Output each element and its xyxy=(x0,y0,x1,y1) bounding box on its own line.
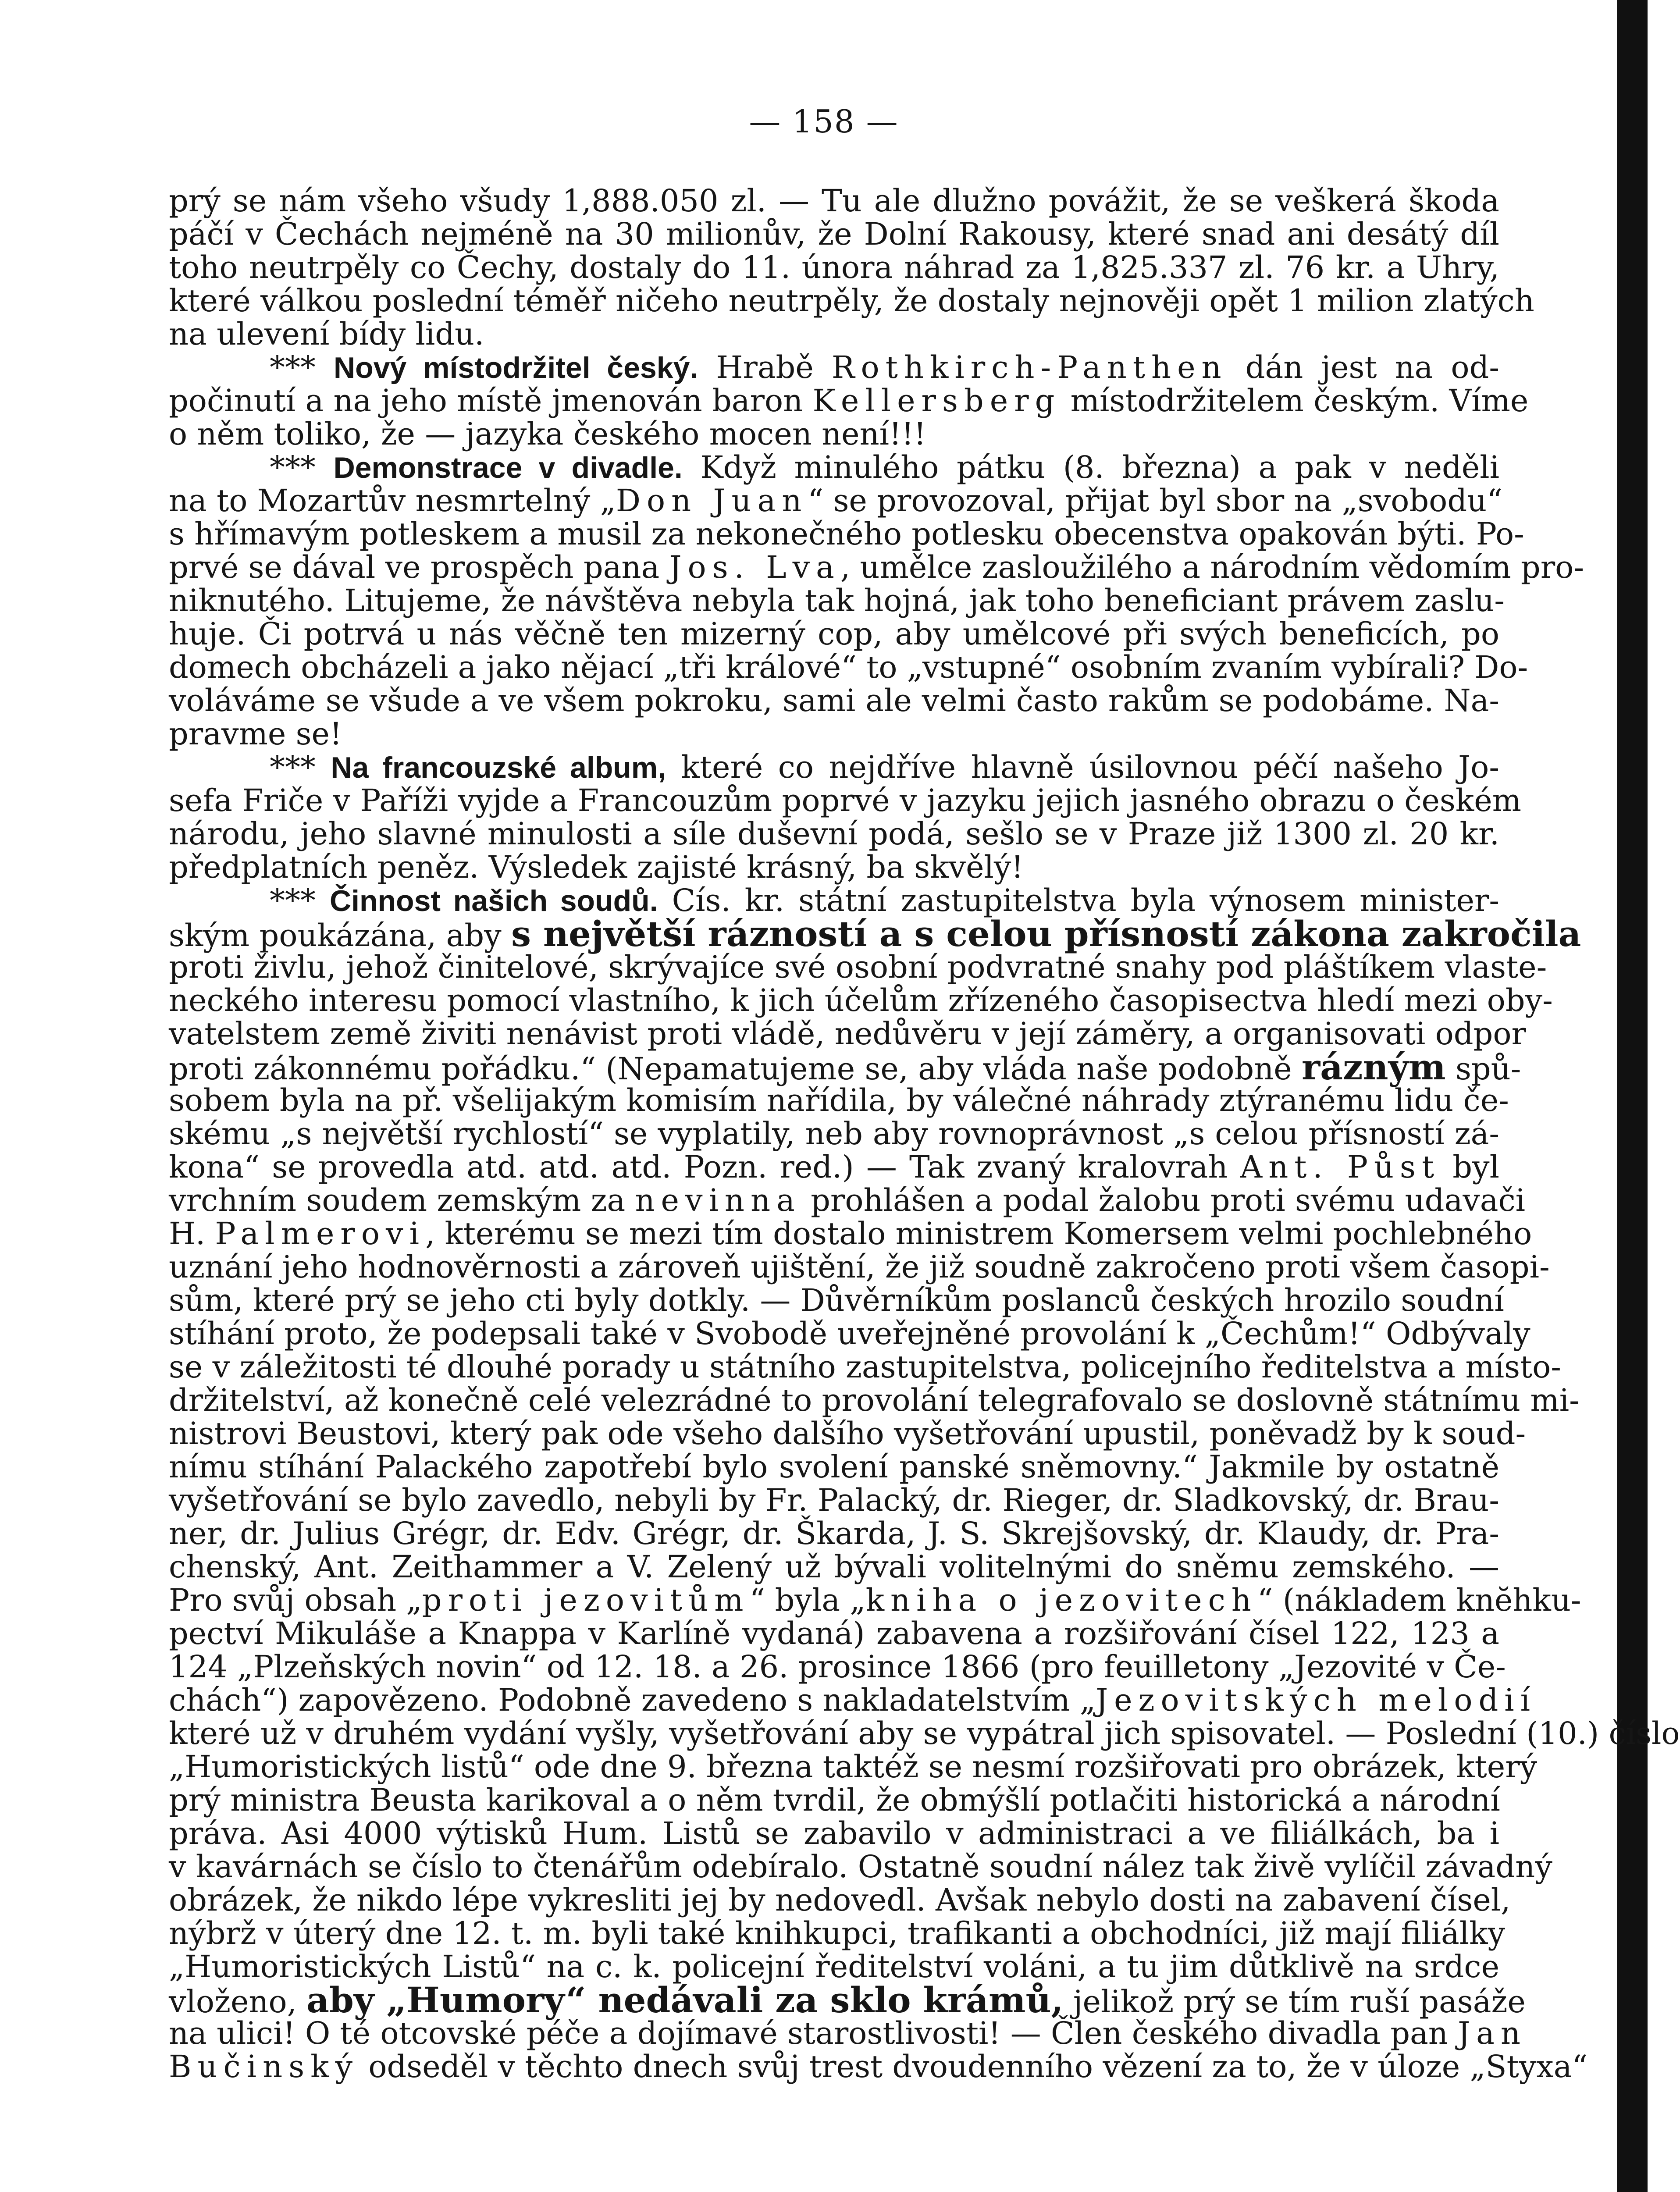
text-line xyxy=(169,1450,1499,1484)
text-segment: dán jest na od- xyxy=(1227,349,1499,385)
text-segment: uznání jeho hodnověrnosti a zároveň ujištění, že již soudně zakročeno proti všem časopi- xyxy=(169,1249,1550,1285)
text-line xyxy=(169,982,1553,1018)
article-body xyxy=(169,183,1680,2085)
text-segment: prohlášen a podal žalobu proti svému udavači xyxy=(801,1182,1526,1218)
text-line xyxy=(169,1182,1526,1218)
text-segment: v kavárnách se číslo to čtenářům odebíralo. Ostatně soudní nález tak živě vylíčil závadný xyxy=(169,1849,1552,1885)
text-line xyxy=(169,617,1499,651)
text-segment: se v záležitosti té dlouhé porady u státního zastupitelstva, policejního ředitelstva a místo- xyxy=(169,1349,1561,1385)
text-segment: *** xyxy=(270,449,334,485)
text-line xyxy=(169,817,1499,850)
text-line xyxy=(169,783,1522,818)
text-segment: voláváme se všude a ve všem pokroku, sami ale velmi často rakům se podobáme. Na- xyxy=(169,683,1499,719)
text-segment: předplatních peněz. Výsledek zajisté krásný, ba skvělý! xyxy=(169,849,1024,885)
text-segment: 124 „Plzeňských novin“ od 12. 18. a 26. prosince 1866 (pro feuilletony „Jezovité v Če- xyxy=(169,1649,1506,1685)
text-segment: „Humoristických Listů“ na c. k. policejní ředitelství voláni, a tu jim důtklivě na srdce xyxy=(169,1949,1499,1985)
text-segment: vloženo, xyxy=(169,1984,307,2020)
text-segment: H. xyxy=(169,1216,215,1252)
text-line xyxy=(169,483,1502,519)
text-segment: domech obcházeli a jako nějací „tři králové“ to „vstupné“ osobním zvaním vybírali? Do- xyxy=(169,649,1528,685)
text-segment: jelikož prý se tím ruší pasáže xyxy=(1063,1984,1526,2020)
text-segment: *** xyxy=(270,349,334,385)
text-line xyxy=(169,1882,1511,1918)
text-segment: které už v druhém vydání vyšly, vyšetřování aby se vypátral jich spisovatel. — Poslední (10.) číslo xyxy=(169,1715,1680,1751)
text-line xyxy=(169,1849,1552,1885)
text-line xyxy=(169,1349,1561,1385)
spaced-name: Ant. Půst xyxy=(1240,1149,1441,1185)
text-segment: o něm toliko, že — jazyka českého mocen není!!! xyxy=(169,416,926,452)
text-line xyxy=(169,1282,1504,1318)
text-segment: na to Mozartův nesmrtelný „ xyxy=(169,483,616,519)
text-segment: prvé se dával ve prospěch pana xyxy=(169,549,669,585)
text-line xyxy=(169,1617,1499,1650)
text-segment: prý ministra Beusta karikoval a o něm tvrdil, že obmýšlí potlačiti historická a národní xyxy=(169,1782,1500,1818)
text-line xyxy=(169,649,1528,685)
text-segment: stíhání proto, že podepsali také v Svobodě uveřejněné provolání k „Čechům!“ Odbývaly xyxy=(169,1316,1531,1352)
text-line xyxy=(169,1117,1499,1150)
text-line xyxy=(169,1216,1532,1252)
text-line xyxy=(169,583,1505,619)
text-line xyxy=(169,217,1499,251)
text-segment: chenský, Ant. Zeithammer a V. Zelený už bývali volitelnými do sněmu zemského. — xyxy=(169,1549,1499,1585)
spaced-name: Jezovitských melodií xyxy=(1096,1682,1537,1718)
text-line xyxy=(169,184,1499,217)
text-line xyxy=(169,1016,1526,1052)
spaced-name: Rothkirch-Panthen xyxy=(831,349,1228,385)
text-segment: sobem byla na př. všelijakým komisím nařídila, by válečné náhrady ztýranému lidu če- xyxy=(169,1082,1509,1118)
text-line xyxy=(169,1783,1499,1817)
text-segment: proti zákonnému pořádku.“ (Nepamatujeme se, aby vláda naše podobně xyxy=(169,1051,1302,1087)
text-segment: toho neutrpěly co Čechy, dostaly do 11. února náhrad za 1,825.337 zl. 76 kr. a Uhry, xyxy=(169,249,1499,285)
text-line xyxy=(169,1582,1581,1618)
text-line xyxy=(169,949,1547,985)
text-line xyxy=(169,1682,1537,1718)
text-segment: chách“) zapovězeno. Podobně zavedeno s nakladatelstvím „ xyxy=(169,1682,1096,1718)
text-segment: na ulici! O té otcovské péče a dojímavé starostlivosti! — Člen českého divadla pan xyxy=(169,2015,1458,2051)
text-line xyxy=(169,717,1499,751)
text-segment: držitelství, až konečně celé velezrádné to provolání telegrafovalo se doslovně státnímu mi- xyxy=(169,1382,1580,1418)
text-segment: Hrabě xyxy=(698,349,832,385)
text-line xyxy=(169,1416,1526,1452)
text-segment: neckého interesu pomocí vlastního, k jich účelům zřízeného časopisectva hledí mezi oby- xyxy=(169,982,1553,1018)
text-segment: ským poukázána, aby xyxy=(169,918,511,954)
text-segment: *** xyxy=(270,882,330,918)
text-line xyxy=(169,2049,1588,2085)
text-line xyxy=(169,884,1499,917)
text-segment: proti živlu, jehož činitelové, skrývajíce své osobní podvratné snahy pod pláštíkem vlaste- xyxy=(169,949,1547,985)
text-segment: vyšetřování se bylo zavedlo, nebyli by Fr. Palacký, dr. Rieger, dr. Sladkovský, dr. Brau- xyxy=(169,1482,1499,1518)
text-line xyxy=(169,850,1499,884)
text-segment: národu, jeho slavné minulosti a síle duševní podá, sešlo se v Praze již 1300 zl. 20 kr. xyxy=(169,816,1499,852)
text-segment: místodržitelem českým. Víme xyxy=(1061,383,1529,419)
text-segment: s hřímavým potleskem a musil za nekonečného potlesku obecenstva opakován býti. Po- xyxy=(169,516,1524,552)
text-line xyxy=(169,1517,1499,1550)
text-line xyxy=(169,1950,1499,1983)
text-line xyxy=(169,1150,1499,1184)
spaced-name: kniha o jezovitech xyxy=(865,1582,1257,1618)
text-line xyxy=(169,684,1499,717)
text-line xyxy=(169,1979,1526,2021)
spaced-name: Bučinský xyxy=(169,2049,359,2085)
section-headline: Demonstrace v divadle. xyxy=(333,451,683,484)
text-segment: vatelstem země živiti nenávist proti vládě, nedůvěru v její záměry, a organisovati odpor xyxy=(169,1016,1526,1052)
page-number: — 158 — xyxy=(749,103,899,140)
text-line xyxy=(169,1915,1506,1951)
text-line xyxy=(169,1249,1550,1285)
section-headline: Nový místodržitel český. xyxy=(334,351,698,384)
text-segment: pravme se! xyxy=(169,716,342,752)
text-segment: odseděl v těchto dnech svůj trest dvoudenního vězení za to, že v úloze „Styxa“ xyxy=(359,2049,1588,2085)
text-segment: kona“ se provedla atd. atd. atd. Pozn. red.) — Tak zvaný kralovrah xyxy=(169,1149,1240,1185)
spaced-name: proti jezovitům xyxy=(422,1582,750,1618)
text-line xyxy=(169,1046,1521,1088)
text-segment: prý se nám všeho všudy 1,888.050 zl. — Tu ale dlužno povážit, že se veškerá škoda xyxy=(169,183,1499,219)
text-line xyxy=(169,516,1524,552)
text-line xyxy=(169,1749,1538,1785)
text-segment: “ (nákladem knĕhku- xyxy=(1257,1582,1581,1618)
text-segment: počinutí a na jeho místě jmenován baron xyxy=(169,383,813,419)
text-segment: , umělce zasloužilého a národním vědomím pro- xyxy=(840,549,1584,585)
text-segment: , kterému se mezi tím dostalo ministrem Komersem velmi pochlebného xyxy=(425,1216,1532,1252)
text-line xyxy=(169,2015,1527,2051)
text-segment: práva. Asi 4000 výtisků Hum. Listů se zabavilo v administraci a ve filiálkách, ba i xyxy=(169,1815,1499,1851)
text-segment: byl xyxy=(1440,1149,1499,1185)
text-line xyxy=(169,1817,1499,1850)
text-segment: skému „s největší rychlostí“ se vyplatily, neb aby rovnoprávnost „s celou přísností zá- xyxy=(169,1116,1499,1152)
text-segment: niknutého. Litujeme, že návštěva nebyla tak hojná, jak toho beneficiant právem zaslu- xyxy=(169,583,1505,619)
text-segment: sům, které prý se jeho cti byly dotkly. — Důvěrníkům poslanců českých hrozilo soudní xyxy=(169,1282,1504,1318)
page-edge xyxy=(1617,0,1648,2192)
emphasized-text: rázným xyxy=(1301,1046,1446,1088)
text-segment: Cís. kr. státní zastupitelstva byla výnosem minister- xyxy=(658,882,1499,918)
text-line xyxy=(169,351,1499,384)
text-segment: nímu stíhání Palackého zapotřebí bylo svolení panské sněmovny.“ Jakmile by ostatně xyxy=(169,1449,1499,1485)
text-line xyxy=(169,383,1529,419)
emphasized-text: aby „Humory“ nedávali za sklo krámů, xyxy=(306,1979,1064,2021)
text-segment: na ulevení bídy lidu. xyxy=(169,316,484,352)
text-segment: Když minulého pátku (8. března) a pak v neděli xyxy=(682,449,1500,485)
spaced-name: Palmerovi xyxy=(215,1216,425,1252)
text-line xyxy=(169,317,1499,351)
section-headline: Na francouzské album, xyxy=(331,751,666,784)
text-segment: sefa Friče v Paříži vyjde a Francouzům poprvé v jazyku jejich jasného obrazu o českém xyxy=(169,783,1522,818)
text-segment: které válkou poslední téměř ničeho neutrpěly, že dostaly nejnověji opět 1 milion zlatých xyxy=(169,283,1534,319)
emphasized-text: s největší rázností a s celou přísností zákona zakročila xyxy=(511,913,1581,954)
text-line xyxy=(169,1316,1531,1352)
spaced-name: nevinna xyxy=(635,1182,801,1218)
spaced-name: Jan xyxy=(1458,2015,1527,2051)
spaced-name: Don Juan xyxy=(616,483,808,519)
text-line xyxy=(169,417,1499,451)
text-segment: které co nejdříve hlavně úsilovnou péčí našeho Jo- xyxy=(666,749,1499,785)
text-line xyxy=(169,451,1499,484)
text-line xyxy=(169,283,1534,319)
text-segment: pectví Mikuláše a Knappa v Karlíně vydaná) zabavena a rozšiřování čísel 122, 123 a xyxy=(169,1616,1499,1651)
text-line xyxy=(169,1550,1499,1584)
text-segment: nistrovi Beustovi, který pak ode všeho dalšího vyšetřování upustil, poněvadž by k soud- xyxy=(169,1416,1526,1452)
text-line xyxy=(169,1484,1499,1517)
spaced-name: Kellersberg xyxy=(812,383,1061,419)
text-line xyxy=(169,913,1581,954)
text-line xyxy=(169,1382,1580,1418)
text-segment: huje. Či potrvá u nás věčně ten mizerný cop, aby umělcové při svých beneficích, po xyxy=(169,616,1499,652)
text-line xyxy=(169,1715,1680,1751)
text-line xyxy=(169,1082,1509,1118)
text-segment: páčí v Čechách nejméně na 30 milionův, že Dolní Rakousy, které snad ani desátý díl xyxy=(169,216,1499,252)
text-segment: vrchním soudem zemským za xyxy=(169,1182,635,1218)
spaced-name: Jos. Lva xyxy=(669,549,840,585)
text-segment: „Humoristických listů“ ode dne 9. března taktéž se nesmí rozšiřovati pro obrázek, který xyxy=(169,1749,1538,1785)
text-line xyxy=(169,1649,1506,1685)
text-line xyxy=(169,549,1584,585)
text-segment: “ se provozoval, přijat byl sbor na „svobodu“ xyxy=(808,483,1502,519)
text-segment: obrázek, že nikdo lépe vykresliti jej by nedovedl. Avšak nebylo dosti na zabavení čísel, xyxy=(169,1882,1511,1918)
text-segment: *** xyxy=(270,749,331,785)
text-segment: nýbrž v úterý dne 12. t. m. byli také knihkupci, trafikanti a obchodníci, již mají filiálky xyxy=(169,1915,1506,1951)
section-headline: Činnost našich soudů. xyxy=(329,884,658,918)
text-line xyxy=(169,751,1499,784)
text-segment: ner, dr. Julius Grégr, dr. Edv. Grégr, dr. Škarda, J. S. Skrejšovský, dr. Klaudy, dr. Pra- xyxy=(169,1516,1499,1551)
text-segment: spů- xyxy=(1445,1051,1521,1087)
text-segment: “ byla „ xyxy=(749,1582,866,1618)
text-segment: Pro svůj obsah „ xyxy=(169,1582,422,1618)
text-line xyxy=(169,251,1499,284)
